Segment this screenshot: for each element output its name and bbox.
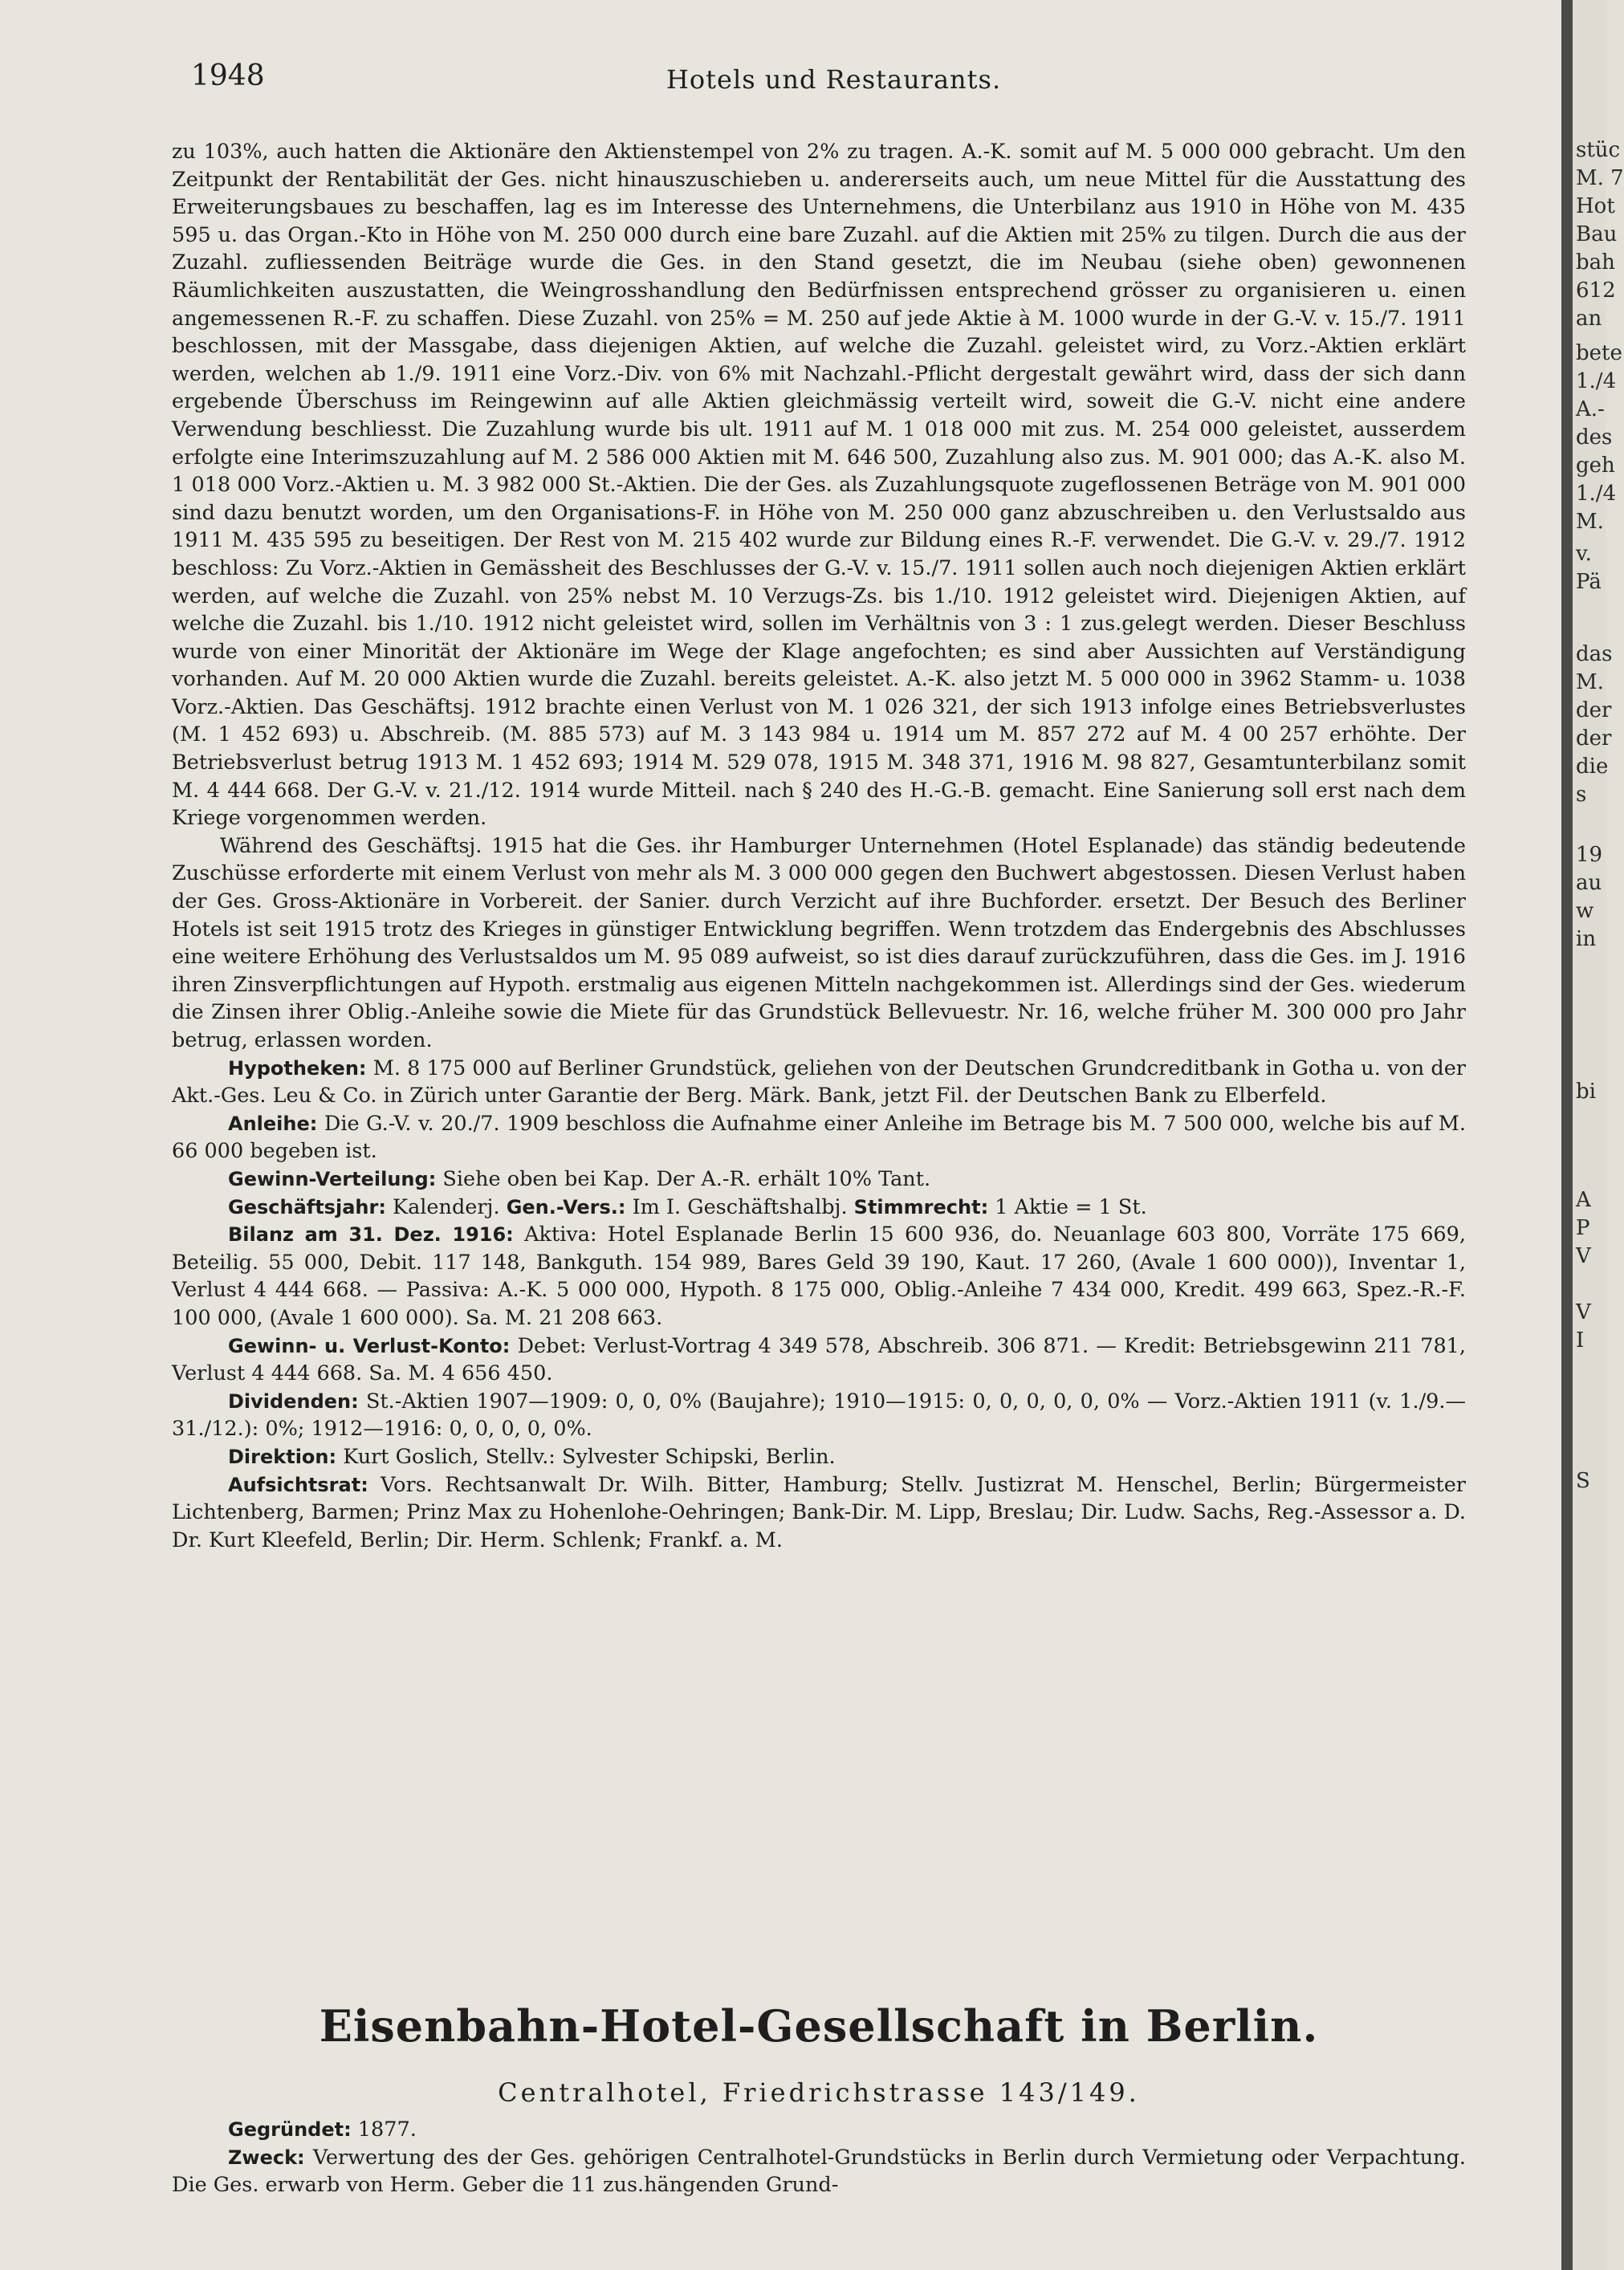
adjacent-fragment: S bbox=[1576, 1469, 1590, 1493]
entry-aufsichtsrat bbox=[172, 1471, 1466, 1555]
adjacent-fragment: 19 bbox=[1576, 843, 1603, 867]
company-title: Eisenbahn-Hotel-Gesellschaft in Berlin. bbox=[319, 2000, 1319, 2052]
adjacent-fragment: s bbox=[1576, 783, 1587, 807]
adjacent-fragment: V bbox=[1576, 1244, 1591, 1268]
adjacent-fragment: geh bbox=[1576, 454, 1615, 478]
entry-label: Gewinn-Verteilung: bbox=[228, 1167, 437, 1190]
adjacent-fragment: 1./4 bbox=[1576, 482, 1617, 506]
entry-label: Aufsichtsrat: bbox=[228, 1473, 368, 1496]
adjacent-fragment: M. bbox=[1576, 670, 1604, 694]
adjacent-fragment: an bbox=[1576, 307, 1602, 331]
adjacent-fragment: bi bbox=[1576, 1080, 1596, 1104]
entry-gewinn-verlust-konto bbox=[172, 1332, 1466, 1388]
entry-text: Kalenderj. bbox=[385, 1194, 507, 1219]
adjacent-fragment: stüc bbox=[1576, 138, 1621, 162]
company-entry-start bbox=[172, 2116, 1466, 2199]
entry-label: Gen.-Vers.: bbox=[506, 1195, 626, 1218]
adjacent-fragment: in bbox=[1576, 927, 1597, 951]
adjacent-fragment: au bbox=[1576, 871, 1602, 895]
entry-text: St.-Aktien 1907—1909: 0, 0, 0% (Baujahre); 1910—1915: 0, 0, 0, 0, 0, 0% — Vorz.-Aktien 1911 (v. 1./9.—31./12.): 0%; 1912—1916: 0, 0, 0, 0, 0%. bbox=[172, 1389, 1466, 1442]
adjacent-fragment: Bau bbox=[1576, 222, 1618, 246]
entry-label: Anleihe: bbox=[228, 1112, 318, 1135]
page-gutter bbox=[1561, 0, 1573, 2270]
running-title: Hotels und Restaurants. bbox=[666, 64, 1002, 95]
adjacent-fragment: M. bbox=[1576, 510, 1604, 534]
entry-text: Aktiva: Hotel Esplanade Berlin 15 600 936, do. Neuanlage 603 800, Vorräte 175 669, Beteilig. 55 000, Debit. 117 148, Bankguth. 154 989, Bares Geld 39 190, Kaut. 17 260, (Avale 1 600 000)), Inventar 1, Verlust 4 444 668. — Passiva: A.-K. 5 000 000, Hypoth. 8 175 000, Oblig.-Anleihe 7 434 000, Kredit. 499 663, Spez.-R.-F. 100 000, (Avale 1 600 000). Sa. M. 21 208 663. bbox=[172, 1222, 1466, 1330]
adjacent-fragment: I bbox=[1576, 1328, 1585, 1353]
entry-bilanz bbox=[172, 1221, 1466, 1332]
entry-anleihe bbox=[172, 1110, 1466, 1166]
entry-label: Geschäftsjahr: bbox=[228, 1195, 386, 1218]
entry-label: Zweck: bbox=[228, 2146, 305, 2169]
entry-text: Im I. Geschäftshalbj. bbox=[625, 1194, 854, 1219]
entry-label: Bilanz am 31. Dez. 1916: bbox=[228, 1223, 514, 1247]
adjacent-fragment: P bbox=[1576, 1216, 1590, 1240]
adjacent-fragment: der bbox=[1576, 726, 1612, 751]
adjacent-fragment: M. 7 bbox=[1576, 166, 1624, 190]
entry-geschaeftsjahr bbox=[172, 1194, 1466, 1222]
entry-dividenden bbox=[172, 1388, 1466, 1443]
adjacent-fragment: 1./4 bbox=[1576, 369, 1617, 393]
continuation-paragraph: zu 103%, auch hatten die Aktionäre den Aktienstempel von 2% zu tragen. A.-K. somit auf M. 5 000 000 gebracht. Um den Zeitpunkt der Rentabilität der Ges. nicht hinauszuschieben u. andererseits auch, um neue Mittel für die Ausstattung des Erweiterungsbaues zu beschaffen, lag es im Interesse des Unternehmens, die Unterbilanz aus 1910 in Höhe von M. 435 595 u. das Organ.-Kto in Höhe von M. 250 000 durch eine bare Zuzahl. auf die Aktien mit 25% zu tilgen. Durch die aus der Zuzahl. zufliessenden Beiträge wurde die Ges. in den Stand gesetzt, die im Neubau (siehe oben) gewonnenen Räumlichkeiten auszustatten, die Weingrosshandlung den Bedürfnissen entsprechend grösser zu organisieren u. einen angemessenen R.-F. zu schaffen. Diese Zuzahl. von 25% = M. 250 auf jede Aktie à M. 1000 wurde in der G.-V. v. 15./7. 1911 beschlossen, mit der Massgabe, dass diejenigen Aktien, auf welche die Zuzahl. geleistet wird, zu Vorz.-Aktien erklärt werden, welchen ab 1./9. 1911 eine Vorz.-Div. von 6% mit Nachzahl.-Pflicht dergestalt gewährt wird, dass der sich dann ergebende Überschuss im Reingewinn auf alle Aktien gleichmässig verteilt wird, soweit die G.-V. nicht eine andere Verwendung beschliesst. Die Zuzahlung wurde bis ult. 1911 auf M. 1 018 000 mit zus. M. 254 000 geleistet, ausserdem erfolgte eine Interimszuzahlung auf M. 2 586 000 Aktien mit M. 646 500, Zuzahlung also zus. M. 901 000; das A.-K. also M. 1 018 000 Vorz.-Aktien u. M. 3 982 000 St.-Aktien. Die der Ges. als Zuzahlungsquote zugeflossenen Beträge von M. 901 000 sind dazu benutzt worden, um den Organisations-F. in Höhe von M. 250 000 ganz abzuschreiben u. den Verlustsaldo aus 1911 M. 435 595 zu beseitigen. Der Rest von M. 215 402 wurde zur Bildung eines R.-F. verwendet. Die G.-V. v. 29./7. 1912 beschloss: Zu Vorz.-Aktien in Gemässheit des Beschlusses der G.-V. v. 15./7. 1911 sollen auch noch diejenigen Aktien erklärt werden, auf welche die Zuzahl. von 25% nebst M. 10 Verzugs-Zs. bis 1./10. 1912 geleistet wird. Diejenigen Aktien, auf welche die Zuzahl. bis 1./10. 1912 nicht geleistet wird, sollen im Verhältnis von 3 : 1 zus.gelegt werden. Dieser Beschluss wurde von einer Minorität der Aktionäre im Wege der Klage angefochten; es sind aber Aussichten auf Verständigung vorhanden. Auf M. 20 000 Aktien wurde die Zuzahl. bereits geleistet. A.-K. also jetzt M. 5 000 000 in 3962 Stamm- u. 1038 Vorz.-Aktien. Das Geschäftsj. 1912 brachte einen Verlust von M. 1 026 321, der sich 1913 infolge eines Betriebsverlustes (M. 1 452 693) u. Abschreib. (M. 885 573) auf M. 3 143 984 u. 1914 um M. 857 272 auf M. 4 00 257 erhöhte. Der Betriebsverlust betrug 1913 M. 1 452 693; 1914 M. 529 078, 1915 M. 348 371, 1916 M. 98 827, Gesamtunterbilanz somit M. 4 444 668. Der G.-V. v. 21./12. 1914 wurde Mitteil. nach § 240 des H.-G.-B. gemacht. Eine Sanierung soll erst nach dem Kriege vorgenommen werden. bbox=[172, 140, 1466, 831]
adjacent-page-edge bbox=[1573, 0, 1624, 2270]
entry-gewinn-verteilung bbox=[172, 1166, 1466, 1194]
entry-gegruendet bbox=[172, 2116, 1466, 2144]
entry-label: Gewinn- u. Verlust-Konto: bbox=[228, 1334, 511, 1357]
adjacent-fragment: A bbox=[1576, 1188, 1591, 1212]
entry-text: Siehe oben bei Kap. Der A.-R. erhält 10% Tant. bbox=[436, 1166, 931, 1191]
adjacent-fragment: A.- bbox=[1576, 397, 1605, 421]
adjacent-fragment: w bbox=[1576, 899, 1594, 923]
adjacent-fragment: der bbox=[1576, 698, 1612, 722]
entry-label: Direktion: bbox=[228, 1445, 337, 1468]
entry-zweck bbox=[172, 2144, 1466, 2199]
entry-label: Hypotheken: bbox=[228, 1056, 367, 1080]
adjacent-fragment: die bbox=[1576, 755, 1609, 779]
entry-text: 1 Aktie = 1 St. bbox=[988, 1194, 1147, 1219]
adjacent-fragment: bete bbox=[1576, 341, 1622, 365]
adjacent-fragment: Hot bbox=[1576, 194, 1615, 218]
entry-text: Vors. Rechtsanwalt Dr. Wilh. Bitter, Hamburg; Stellv. Justizrat M. Henschel, Berlin; Bürgermeister Lichtenberg, Barmen; Prinz Max zu Hohenlohe-Oehringen; Bank-Dir. M. Lipp, Breslau; Dir. Ludw. Sachs, Reg.-Assessor a. D. Dr. Kurt Kleefeld, Berlin; Dir. Herm. Schlenk; Frankf. a. M. bbox=[172, 1472, 1466, 1552]
entry-text: 1877. bbox=[351, 2117, 417, 2142]
entry-label: Dividenden: bbox=[228, 1389, 359, 1413]
entry-text: Verwertung des der Ges. gehörigen Centralhotel-Grundstücks in Berlin durch Vermietung oder Verpachtung. Die Ges. erwarb von Herm. Geber die 11 zus.hängenden Grund- bbox=[172, 2145, 1466, 2198]
adjacent-fragment: das bbox=[1576, 642, 1613, 666]
entry-text: Kurt Goslich, Stellv.: Sylvester Schipski, Berlin. bbox=[336, 1444, 836, 1469]
entry-direktion bbox=[172, 1443, 1466, 1471]
entry-label: Gegründet: bbox=[228, 2118, 352, 2141]
company-entry-body bbox=[172, 138, 1466, 1554]
entry-label: Stimmrecht: bbox=[853, 1195, 989, 1218]
adjacent-fragment: 612 bbox=[1576, 279, 1616, 303]
adjacent-fragment: v. bbox=[1576, 542, 1592, 566]
adjacent-fragment: V bbox=[1576, 1300, 1591, 1324]
page-number: 1948 bbox=[191, 59, 265, 92]
continuation-paragraph: Während des Geschäftsj. 1915 hat die Ges. ihr Hamburger Unternehmen (Hotel Esplanade) das ständig bedeutende Zuschüsse erforderte mit einem Verlust von mehr als M. 3 000 000 gegen den Buchwert abgestossen. Diesen Verlust haben der Ges. Gross-Aktionäre in Vorbereit. der Sanier. durch Verzicht auf ihre Buchforder. ersetzt. Der Besuch des Berliner Hotels ist seit 1915 trotz des Krieges in günstiger Entwicklung begriffen. Wenn trotzdem das Endergebnis des Abschlusses eine weitere Erhöhung des Verlustsaldos um M. 95 089 aufweist, so ist dies darauf zurückzuführen, dass die Ges. im J. 1916 ihren Zinsverpflichtungen auf Hypoth. erstmalig aus eigenen Mitteln nachgekommen ist. Allerdings sind der Ges. wiederum die Zinsen ihrer Oblig.-Anleihe sowie die Miete für das Grundstück Bellevuestr. Nr. 16, welche früher M. 300 000 pro Jahr betrug, erlassen worden. bbox=[172, 833, 1466, 1052]
adjacent-fragment: des bbox=[1576, 425, 1613, 450]
entry-hypotheken bbox=[172, 1055, 1466, 1110]
entry-text: Debet: Verlust-Vortrag 4 349 578, Abschreib. 306 871. — Kredit: Betriebsgewinn 211 781, Verlust 4 444 668. Sa. M. 4 656 450. bbox=[172, 1333, 1466, 1386]
entry-text: Die G.-V. v. 20./7. 1909 beschloss die Aufnahme einer Anleihe im Betrage bis M. 7 500 000, welche bis auf M. 66 000 begeben ist. bbox=[172, 1111, 1466, 1164]
adjacent-fragment: Pä bbox=[1576, 570, 1602, 594]
company-address: Centralhotel, Friedrichstrasse 143/149. bbox=[498, 2077, 1140, 2108]
adjacent-fragment: bah bbox=[1576, 250, 1615, 275]
entry-text: M. 8 175 000 auf Berliner Grundstück, geliehen von der Deutschen Grundcreditbank in Gotha u. von der Akt.-Ges. Leu & Co. in Zürich unter Garantie der Berg. Märk. Bank, jetzt Fil. der Deutschen Bank zu Elberfeld. bbox=[172, 1056, 1466, 1109]
